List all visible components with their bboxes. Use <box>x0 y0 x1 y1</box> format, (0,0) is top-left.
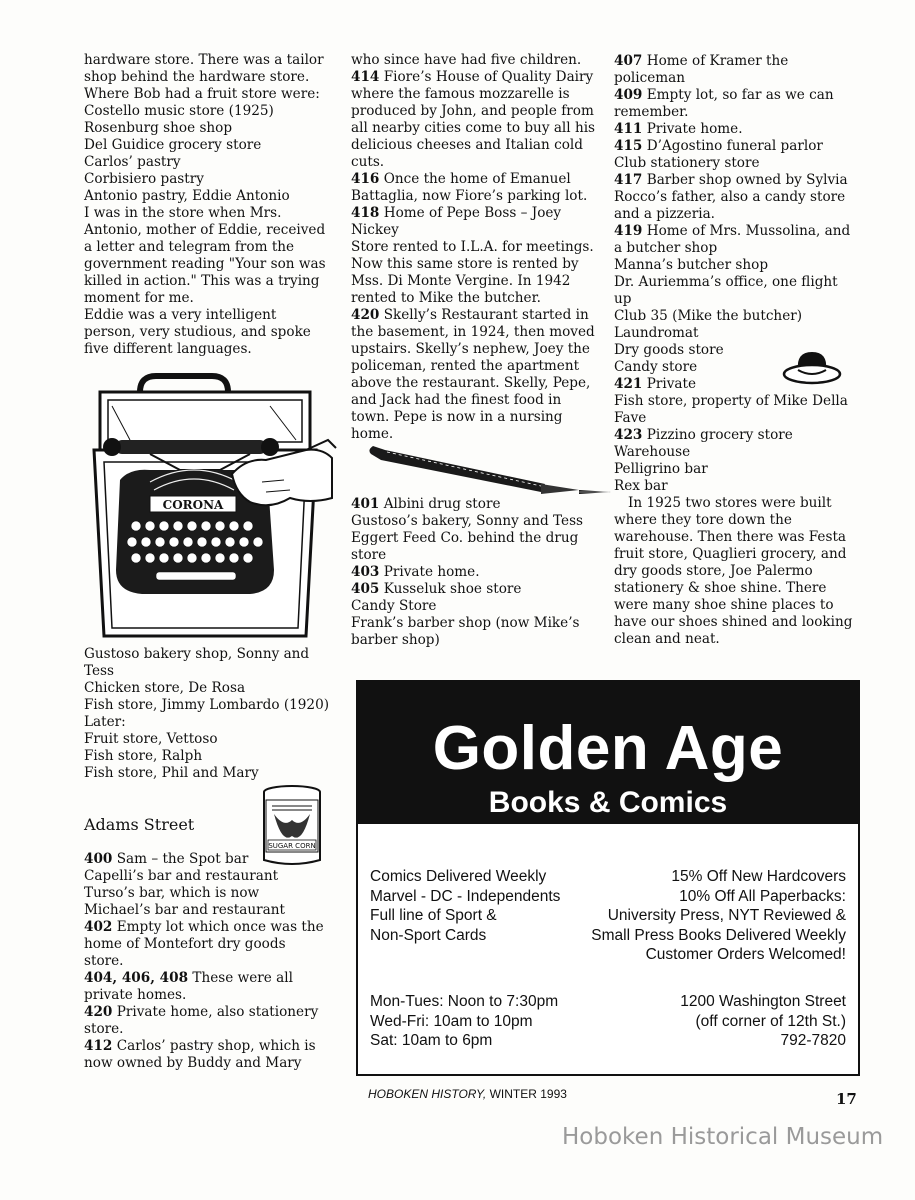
ad-offer-line: 15% Off New Hardcovers <box>671 868 846 885</box>
ad-services <box>370 867 560 945</box>
text-line: Fruit store, Vettoso <box>84 731 218 747</box>
entry-text: Candy store <box>614 359 698 375</box>
entry-line <box>351 375 613 392</box>
entry-line <box>614 257 864 274</box>
entry-text: barber shop) <box>351 632 440 648</box>
hat-illustration <box>782 346 842 392</box>
entry-text: fruit store, Quaglieri grocery, and <box>614 546 847 562</box>
text-line: Tess <box>84 663 115 679</box>
entry-line <box>351 547 613 564</box>
entry-text: where they tore down the <box>614 512 792 528</box>
entry-line <box>84 970 329 987</box>
ad-subtitle: Books & Comics <box>488 786 728 819</box>
entry-line <box>614 121 864 138</box>
publication-name: HOBOKEN HISTORY, <box>368 1087 487 1101</box>
entry-line <box>351 52 613 69</box>
text-line: person, very studious, and spoke <box>84 324 311 340</box>
entry-line <box>351 564 613 581</box>
entry-line <box>351 154 613 171</box>
entry-text: Now this same store is rented by <box>351 256 579 272</box>
ad-service-line: Full line of Sport & <box>370 907 497 924</box>
entry-text: warehouse. Then there was Festa <box>614 529 847 545</box>
text-line: Fish store, Phil and Mary <box>84 765 259 781</box>
entry-line <box>614 240 864 257</box>
entry-line <box>614 512 864 529</box>
entry-line <box>84 1021 329 1038</box>
entry-line <box>351 530 613 547</box>
ad-offer-line: University Press, NYT Reviewed & <box>607 907 846 924</box>
entry-line <box>614 495 864 512</box>
entry-line <box>614 138 864 155</box>
entry-text: a butcher shop <box>614 240 718 256</box>
entry-line <box>614 104 864 121</box>
entry-text: above the restaurant. Skelly, Pepe, <box>351 375 591 391</box>
entry-text: dry goods store, Joe Palermo <box>614 563 813 579</box>
ad-hours-line: Mon-Tues: Noon to 7:30pm <box>370 993 559 1010</box>
column-a-middle <box>84 646 346 782</box>
entry-text: Manna’s butcher shop <box>614 257 769 273</box>
entry-text: These were all <box>188 970 293 986</box>
entry-line <box>351 409 613 426</box>
entry-line <box>614 461 864 478</box>
entry-line <box>614 87 864 104</box>
entry-line <box>351 273 613 290</box>
entry-line <box>614 444 864 461</box>
entry-text: Club 35 (Mike the butcher) <box>614 308 803 324</box>
entry-line <box>351 581 613 598</box>
entry-line <box>351 632 613 649</box>
entry-line <box>614 614 864 631</box>
entry-line <box>351 86 613 103</box>
entry-text: clean and neat. <box>614 631 720 647</box>
entry-text: rented to Mike the butcher. <box>351 290 541 306</box>
address-number: 419 <box>614 223 643 239</box>
adams-street-heading: Adams Street <box>84 815 195 834</box>
entry-text: Home of Kramer the <box>642 53 789 69</box>
entry-text: delicious cheeses and Italian cold <box>351 137 583 153</box>
ad-address-line: (off corner of 12th St.) <box>695 1012 846 1030</box>
entry-text: Pelligrino bar <box>614 461 708 477</box>
ad-address-line: 1200 Washington Street <box>680 993 846 1010</box>
entry-line <box>84 919 329 936</box>
entry-text: Capelli’s bar and restaurant <box>84 868 279 884</box>
entry-line <box>351 171 613 188</box>
ad-service-line: Non-Sport Cards <box>370 926 487 944</box>
text-line: Corbisiero pastry <box>84 171 204 187</box>
entry-text: Turso’s bar, which is now <box>84 885 260 901</box>
text-line: Carlos’ pastry <box>84 154 181 170</box>
text-line: five different languages. <box>84 341 252 357</box>
text-line: hardware store. There was a tailor <box>84 52 324 68</box>
entry-line <box>614 580 864 597</box>
address-number: 423 <box>614 427 643 443</box>
entry-text: Private home. <box>642 121 743 137</box>
text-line: Costello music store (1925) <box>84 103 274 119</box>
page-number: 17 <box>836 1090 857 1108</box>
address-number: 416 <box>351 171 380 187</box>
entry-line <box>84 1055 329 1072</box>
entry-line <box>614 223 864 240</box>
address-number: 415 <box>614 138 643 154</box>
entry-line <box>614 427 864 444</box>
entry-text: policeman <box>614 70 685 86</box>
entry-text: town. Pepe is now in a nursing <box>351 409 563 425</box>
text-line: killed in action." This was a trying <box>84 273 320 289</box>
entry-line <box>351 496 613 513</box>
ad-phone: 792-7820 <box>780 1032 846 1049</box>
entry-text: Home of Mrs. Mussolina, and <box>642 223 851 239</box>
text-line: shop behind the hardware store. <box>84 69 310 85</box>
entry-line <box>351 69 613 86</box>
page-footer <box>368 1087 567 1101</box>
text-line: Fish store, Jimmy Lombardo (1920) <box>84 697 330 713</box>
text-line: a letter and telegram from the <box>84 239 295 255</box>
adams-street-list <box>84 851 329 1072</box>
ad-header <box>358 682 858 824</box>
entry-text: Albini drug store <box>379 496 501 512</box>
text-line: I was in the store when Mrs. <box>84 205 282 221</box>
entry-text: Skelly’s Restaurant started in <box>379 307 589 323</box>
can-label: SUGAR CORN <box>268 842 316 850</box>
column-b-top <box>351 52 613 443</box>
golden-age-advertisement <box>356 680 860 1076</box>
entry-text: private homes. <box>84 987 187 1003</box>
entry-text: In 1925 two stores were built <box>628 495 832 511</box>
entry-line <box>351 222 613 239</box>
entry-text: who since have had five children. <box>351 52 582 68</box>
entry-text: Dry goods store <box>614 342 724 358</box>
entry-text: Private <box>642 376 696 392</box>
address-number: 401 <box>351 496 380 512</box>
entry-line <box>84 987 329 1004</box>
address-number: 420 <box>84 1004 113 1020</box>
entry-line <box>614 597 864 614</box>
entry-line <box>351 290 613 307</box>
entry-text: Club stationery store <box>614 155 760 171</box>
text-line: Fish store, Ralph <box>84 748 203 764</box>
text-line: Gustoso bakery shop, Sonny and <box>84 646 310 662</box>
ad-hours-line: Sat: 10am to 6pm <box>370 1032 493 1049</box>
entry-line <box>84 936 329 970</box>
address-number: 414 <box>351 69 380 85</box>
ad-title: Golden Age <box>432 714 784 783</box>
entry-line <box>351 205 613 222</box>
entry-line <box>351 188 613 205</box>
text-line: Eddie was a very intelligent <box>84 307 277 323</box>
entry-line <box>84 1004 329 1021</box>
entry-text: produced by John, and people from <box>351 103 594 119</box>
entry-line <box>614 291 864 308</box>
address-number: 409 <box>614 87 643 103</box>
entry-line <box>614 478 864 495</box>
entry-text: all nearby cities come to buy all his <box>351 120 596 136</box>
entry-text: Sam – the Spot bar <box>112 851 249 867</box>
entry-text: Empty lot which once was the <box>112 919 324 935</box>
entry-text: policeman, rented the apartment <box>351 358 580 374</box>
entry-text: Store rented to I.L.A. for meetings. <box>351 239 594 255</box>
entry-text: Mss. Di Monte Vergine. In 1942 <box>351 273 571 289</box>
text-line: Rosenburg shoe shop <box>84 120 233 136</box>
entry-line <box>351 513 613 530</box>
entry-text: Fave <box>614 410 647 426</box>
entry-line <box>351 256 613 273</box>
address-number: 417 <box>614 172 643 188</box>
entry-text: store. <box>84 1021 124 1037</box>
address-number: 402 <box>84 919 113 935</box>
entry-line <box>614 563 864 580</box>
ad-hours <box>370 992 558 1051</box>
entry-text: and Jack had the finest food in <box>351 392 562 408</box>
text-line: moment for me. <box>84 290 194 306</box>
entry-text: have our shoes shined and looking <box>614 614 853 630</box>
column-a-bottom <box>84 816 329 1072</box>
entry-line <box>84 851 329 868</box>
text-line: Chicken store, De Rosa <box>84 680 246 696</box>
entry-line <box>84 885 329 902</box>
entry-text: home of Montefort dry goods store. <box>84 936 286 969</box>
text-line: government reading "Your son was <box>84 256 326 272</box>
entry-line <box>614 546 864 563</box>
entry-text: Candy Store <box>351 598 437 614</box>
entry-text: remember. <box>614 104 689 120</box>
entry-line <box>351 598 613 615</box>
address-number: 403 <box>351 564 380 580</box>
entry-line <box>614 189 864 206</box>
entry-text: Gustoso’s bakery, Sonny and Tess <box>351 513 584 529</box>
ad-offer-line: Small Press Books Delivered Weekly <box>591 926 846 944</box>
entry-line <box>614 325 864 342</box>
entry-line <box>351 307 613 324</box>
entry-text: Eggert Feed Co. behind the drug <box>351 530 579 546</box>
address-number: 418 <box>351 205 380 221</box>
entry-line <box>614 393 864 410</box>
entry-text: store <box>351 547 387 563</box>
watermark: Hoboken Historical Museum <box>562 1124 884 1150</box>
entry-text: Home of Pepe Boss – Joey <box>379 205 562 221</box>
entry-text: Rex bar <box>614 478 668 494</box>
entry-text: Once the home of Emanuel <box>379 171 571 187</box>
entry-text: cuts. <box>351 154 385 170</box>
entry-text: were many shoe shine places to <box>614 597 834 613</box>
entry-line <box>84 1038 329 1055</box>
entry-text: up <box>614 291 632 307</box>
ad-offer-line: 10% Off All Paperbacks: <box>679 887 846 905</box>
address-number: 420 <box>351 307 380 323</box>
entry-text: Fish store, property of Mike Della <box>614 393 848 409</box>
entry-line <box>614 53 864 70</box>
entry-line <box>614 206 864 223</box>
address-number: 404, 406, 408 <box>84 970 189 986</box>
entry-line <box>351 615 613 632</box>
entry-text: home. <box>351 426 394 442</box>
entry-text: upstairs. Skelly’s nephew, Joey the <box>351 341 590 357</box>
entry-line <box>84 902 329 919</box>
text-line: Later: <box>84 714 126 730</box>
address-number: 405 <box>351 581 380 597</box>
entry-line <box>351 392 613 409</box>
entry-text: Empty lot, so far as we can <box>642 87 834 103</box>
entry-line <box>614 172 864 189</box>
typewriter-illustration <box>70 370 342 642</box>
entry-text: and a pizzeria. <box>614 206 715 222</box>
entry-line <box>351 103 613 120</box>
column-b-bottom <box>351 496 613 649</box>
text-line: Antonio, mother of Eddie, received <box>84 222 326 238</box>
entry-text: Michael’s bar and restaurant <box>84 902 285 918</box>
ad-hours-line: Wed-Fri: 10am to 10pm <box>370 1012 533 1030</box>
address-number: 407 <box>614 53 643 69</box>
entry-text: Battaglia, now Fiore’s parking lot. <box>351 188 588 204</box>
column-a-top <box>84 52 346 358</box>
entry-line <box>614 70 864 87</box>
entry-line <box>614 155 864 172</box>
entry-line <box>351 341 613 358</box>
entry-text: Laundromat <box>614 325 699 341</box>
entry-line <box>614 529 864 546</box>
ad-address <box>680 992 846 1051</box>
entry-line <box>84 868 329 885</box>
text-line: Del Guidice grocery store <box>84 137 262 153</box>
entry-text: Pizzino grocery store <box>642 427 793 443</box>
address-number: 400 <box>84 851 113 867</box>
entry-text: Carlos’ pastry shop, which is <box>112 1038 316 1054</box>
address-number: 412 <box>84 1038 113 1054</box>
entry-text: Fiore’s House of Quality Dairy <box>379 69 594 85</box>
typewriter-brand: CORONA <box>162 498 224 512</box>
entry-text: Private home, also stationery <box>112 1004 319 1020</box>
entry-line <box>614 631 864 648</box>
entry-text: D’Agostino funeral parlor <box>642 138 823 154</box>
ad-service-line: Marvel - DC - Independents <box>370 887 561 905</box>
entry-line <box>614 274 864 291</box>
entry-text: Nickey <box>351 222 399 238</box>
publication-issue: WINTER 1993 <box>486 1087 567 1101</box>
entry-text: Kusseluk shoe store <box>379 581 522 597</box>
entry-text: where the famous mozzarelle is <box>351 86 570 102</box>
entry-line <box>351 120 613 137</box>
entry-text: Dr. Auriemma’s office, one flight <box>614 274 838 290</box>
entry-text: Warehouse <box>614 444 691 460</box>
ad-offers <box>591 867 846 965</box>
entry-line <box>614 308 864 325</box>
entry-text: now owned by Buddy and Mary <box>84 1055 302 1071</box>
entry-text: stationery & shoe shine. There <box>614 580 827 596</box>
text-line: Where Bob had a fruit store were: <box>84 86 320 102</box>
entry-text: Barber shop owned by Sylvia <box>642 172 848 188</box>
entry-text: Frank’s barber shop (now Mike’s <box>351 615 580 631</box>
entry-line <box>351 239 613 256</box>
entry-text: the basement, in 1924, then moved <box>351 324 595 340</box>
ad-offer-line: Customer Orders Welcomed! <box>645 946 846 963</box>
text-line: Antonio pastry, Eddie Antonio <box>84 188 290 204</box>
entry-text: Private home. <box>379 564 480 580</box>
entry-text: Rocco’s father, also a candy store <box>614 189 846 205</box>
entry-line <box>351 324 613 341</box>
entry-line <box>351 358 613 375</box>
address-number: 421 <box>614 376 643 392</box>
fountain-pen-illustration <box>365 440 615 500</box>
entry-line <box>614 410 864 427</box>
entry-line <box>351 137 613 154</box>
ad-service-line: Comics Delivered Weekly <box>370 868 547 885</box>
address-number: 411 <box>614 121 643 137</box>
